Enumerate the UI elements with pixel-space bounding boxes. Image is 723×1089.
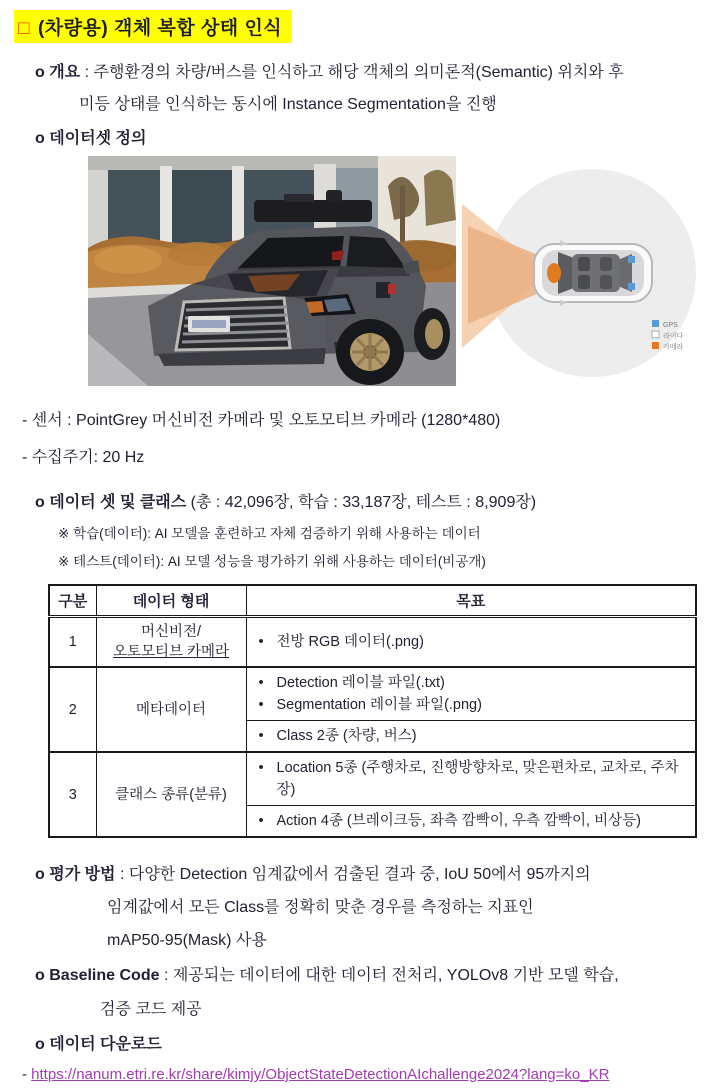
row2-number: 2: [49, 667, 96, 752]
evaluation-line3: mAP50-95(Mask) 사용: [107, 932, 267, 949]
list-bullet-icon: •: [258, 697, 264, 713]
dash-icon: -: [22, 1066, 27, 1083]
table-row: [49, 752, 696, 806]
document-title-row: [14, 10, 723, 43]
section-bullet-icon: o: [35, 494, 45, 511]
sensor-info-block: [0, 402, 723, 476]
table-header-row: [49, 585, 696, 617]
evaluation-line1: 다양한 Detection 임계값에서 검출된 결과 중, IoU 50에서 95까지의: [128, 866, 591, 883]
baseline-paragraph: o Baseline Code : 제공되는 데이터에 대한 데이터 전처리, YOLOv8 기반 모델 학습, 검증 코드 제공: [35, 967, 619, 1018]
page-title: □ (차량용) 객체 복합 상태 인식: [14, 10, 292, 43]
row2-goal-labels: • Detection 레이블 파일(.txt) • Segmentation 레이블 파일(.png): [246, 667, 696, 721]
row2-data-type: 메타데이터: [96, 667, 246, 752]
sensor-line: - 센서 : PointGrey 머신비전 카메라 및 오토모티브 카메라 (1280*480): [22, 412, 501, 429]
sensor-label: 센서: [31, 412, 63, 429]
table-row: [49, 667, 696, 721]
overview-paragraph: [0, 57, 723, 121]
table-row: [49, 617, 696, 668]
row3-data-type: 클래스 종류(분류): [96, 752, 246, 837]
legend-lidar-swatch: [652, 331, 659, 338]
col-header-category: 구분: [49, 585, 96, 617]
list-bullet-icon: •: [258, 760, 264, 776]
section-bullet-icon: o: [35, 967, 45, 984]
row3-goal-action: • Action 4종 (브레이크등, 좌측 깜빡이, 우측 깜빡이, 비상등): [246, 806, 696, 838]
capture-rate-text: 수집주기: 20 Hz: [31, 449, 145, 466]
legend-gps-label: GPS: [663, 322, 678, 329]
overview-text-line1: 주행환경의 차량/버스를 인식하고 해당 객체의 의미론적(Semantic) 위치와 후: [93, 64, 624, 81]
car-photo-svg: [88, 156, 456, 386]
dash-icon: -: [22, 449, 28, 466]
dataset-table: [48, 584, 697, 838]
baseline-line2: 검증 코드 제공: [100, 1001, 202, 1018]
row3-goal-location: • Location 5종 (주행차로, 진행방향차로, 맞은편차로, 교차로, 주차장): [246, 752, 696, 806]
row3-number: 3: [49, 752, 96, 837]
list-bullet-icon: •: [258, 728, 264, 744]
dataset-definition-heading: [0, 124, 723, 154]
test-data-note: ※ 테스트(데이터): AI 모델 성능을 평가하기 위해 사용하는 데이터(비공개): [58, 554, 486, 569]
dataset-definition-label: 데이터셋 정의: [49, 130, 147, 147]
section-bullet-icon: o: [35, 130, 45, 147]
section-bullet-icon: o: [35, 64, 45, 81]
section-bullet-icon: o: [35, 1036, 45, 1053]
square-bullet-icon: □: [18, 18, 30, 39]
section-bullet-icon: o: [35, 866, 45, 883]
row1-goal: • 전방 RGB 데이터(.png): [246, 617, 696, 668]
download-url-link[interactable]: https://nanum.etri.re.kr/share/kimjy/ObjectStateDetectionAIchallenge2024?lang=ko_KR: [31, 1066, 610, 1083]
download-url-line: [0, 1061, 723, 1089]
evaluation-label: 평가 방법: [49, 866, 116, 883]
car-photo: [88, 156, 456, 386]
sensor-text: PointGrey 머신비전 카메라 및 오토모티브 카메라 (1280*480): [76, 412, 501, 429]
list-bullet-icon: •: [258, 813, 264, 829]
capture-rate-line: [0, 439, 723, 476]
dataset-class-label: 데이터 셋 및 클래스: [49, 494, 187, 511]
col-header-data-type: 데이터 형태: [96, 585, 246, 617]
overview-separator: :: [80, 64, 94, 81]
overview-text-line2: 미등 상태를 인식하는 동시에 Instance Segmentation을 진행: [79, 96, 497, 113]
evaluation-line2: 임계값에서 모든 Class를 정확히 맞춘 경우를 측정하는 지표인: [107, 899, 534, 916]
overview-label: 개요: [49, 64, 81, 81]
download-label: 데이터 다운로드: [49, 1036, 162, 1053]
legend-lidar-label: 라이다: [663, 333, 684, 340]
note-mark-icon: ※: [58, 554, 70, 569]
dash-icon: -: [22, 412, 28, 429]
row2-goal-class: • Class 2종 (차량, 버스): [246, 721, 696, 753]
list-bullet-icon: •: [258, 634, 264, 650]
sensor-diagram: [462, 162, 708, 388]
train-data-note: ※ 학습(데이터): AI 모델을 훈련하고 자체 검증하기 위해 사용하는 데이터: [58, 526, 481, 541]
legend-camera-label: 카메라: [663, 344, 684, 351]
baseline-label: Baseline Code: [49, 967, 160, 984]
figures-row: [88, 156, 723, 388]
baseline-line1: 제공되는 데이터에 대한 데이터 전처리, YOLOv8 기반 모델 학습,: [172, 967, 619, 984]
legend-gps-swatch: [652, 320, 659, 327]
legend-camera-swatch: [652, 342, 659, 349]
row1-number: 1: [49, 617, 96, 668]
download-heading: [0, 1029, 723, 1061]
col-header-goal: 목표: [246, 585, 696, 617]
row1-data-type: 머신비전/ 오토모티브 카메라: [96, 617, 246, 668]
dataset-notes: [0, 520, 723, 576]
evaluation-paragraph: o 평가 방법 : 다양한 Detection 임계값에서 검출된 결과 중, IoU 50에서 95까지의 임계값에서 모든 Class를 정확히 맞춘 경우를 측정하는 지표인 mAP50-95(Mask) 사용: [35, 866, 591, 949]
sensor-diagram-svg: [462, 162, 708, 388]
dataset-class-heading: [0, 488, 723, 518]
list-bullet-icon: •: [258, 675, 264, 691]
car-top-view-icon: [534, 240, 652, 306]
note-mark-icon: ※: [58, 526, 70, 541]
dataset-class-counts: (총 : 42,096장, 학습 : 33,187장, 테스트 : 8,909장): [186, 494, 537, 511]
